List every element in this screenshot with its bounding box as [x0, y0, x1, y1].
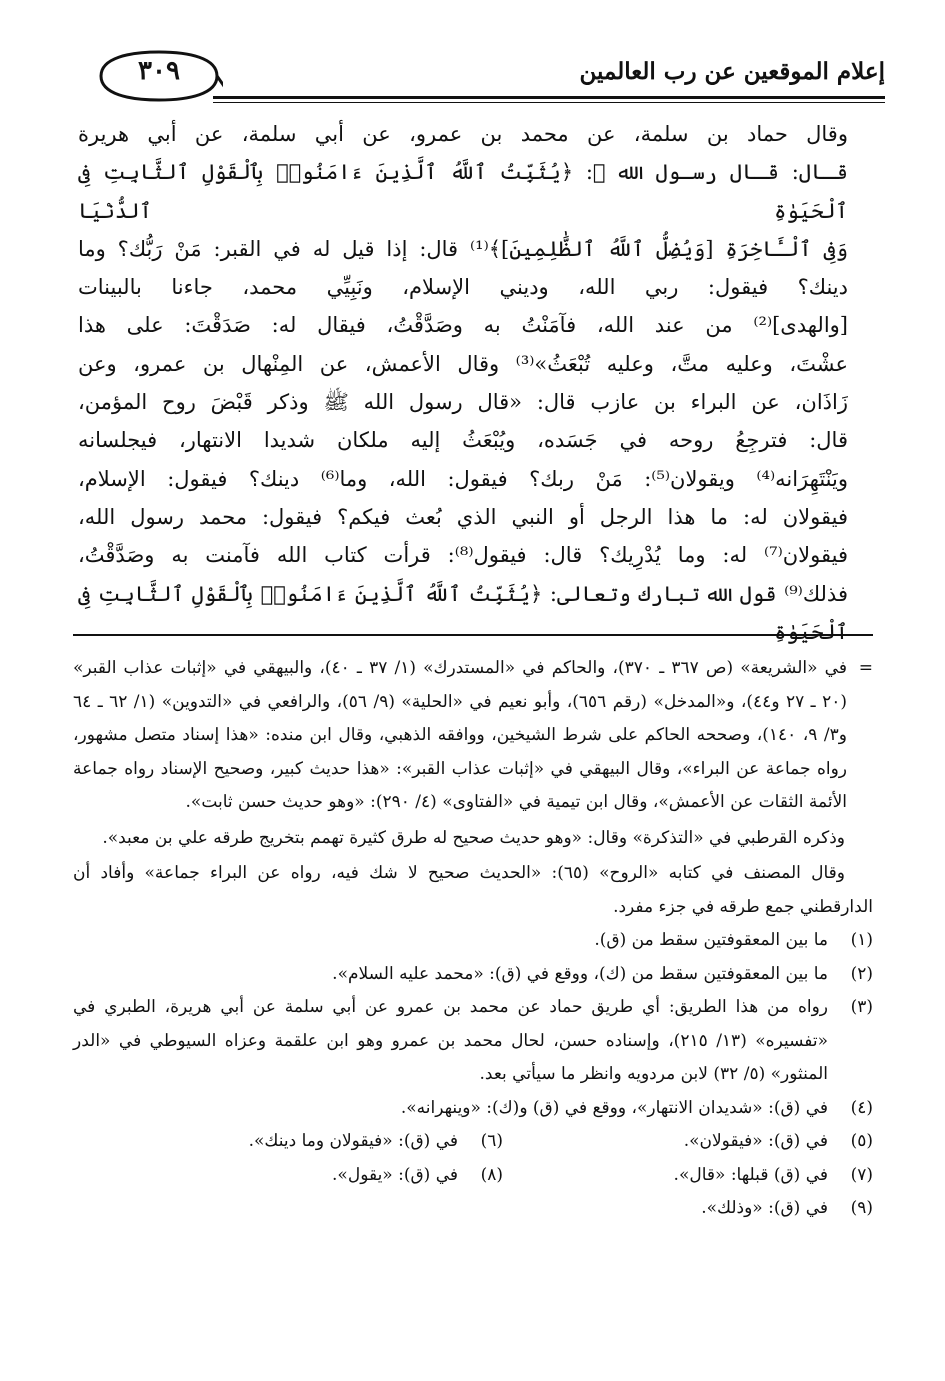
text-line: زَاذَان، عن البراء بن عازب قال: «قال رسول الله ﷺ وذكر قَبْضَ روح المؤمن، — [78, 390, 848, 415]
text-line: وقال حماد بن سلمة، عن محمد بن عمرو، عن أبي سلمة، عن أبي هريرة — [78, 122, 848, 146]
footnote-continuation-text: في «الشريعة» (ص ٣٦٧ ـ ٣٧٠)، والحاكم في «المستدرك» (١/ ٣٧ ـ ٤٠)، والبيهقي في «إثبات عذاب القبر» (٢٠ ـ ٢٧ و٤٤)، و«المدخل» (رقم ٦٥٦)، وأبو نعيم في «الحلية» (٩/ ٥٦)، والرافعي في «التدوين» (١/ ٦٢ ـ ٦٤ و٣/ ٩، ١٤٠)، وصححه الحاكم على شرط الشيخين، ووافقه الذهبي، وقال ابن منده: «هذا إسناد متصل مشهور، رواه جماعة عن البراء»، وقال البيهقي في «إثبات عذاب القبر»: «هذا حديث كبير، وصحيح الإسناد رواه جماعة الأئمة الثقات عن الأعمش»، وقال ابن تيمية في «الفتاوى» (٤/ ٢٩٠): «وهو حديث حسن ثابت». — [73, 658, 848, 812]
footnote-number: (٣) — [850, 997, 873, 1017]
footnote-number: (٩) — [850, 1198, 873, 1218]
footnote-paragraph: وقال المصنف في كتابه «الروح» (٦٥): «الحديث صحيح لا شك فيه، رواه عن البراء جماعة» وأفاد أن الدارقطني جمع طرقه في جزء مفرد. — [73, 863, 873, 917]
footnote-item — [73, 1192, 873, 1226]
header-rule — [213, 96, 885, 99]
footnote-text: في (ق): «فيقولان وما دينك». — [248, 1131, 458, 1151]
header-rule-thin — [213, 102, 885, 103]
footnote-text: ما بين المعقوفتين سقط من (ق). — [594, 930, 828, 950]
footnote-item — [73, 1092, 873, 1126]
footnote-paragraph: وذكره القرطبي في «التذكرة» وقال: «وهو حديث صحيح له طرق كثيرة تهمم بتخريج طرقه علي بن معبد». — [102, 827, 845, 848]
footnote-number: (١) — [850, 930, 873, 950]
footnote-item — [73, 924, 873, 958]
footnote-text: في (ق): «يقول». — [332, 1164, 458, 1185]
text-line: فيقولان⁽⁷⁾ له: وما يُدْرِيك؟ قال: فيقول⁽⁸⁾: قرأت كتاب الله فآمنت به وصَدَّقْتُ، — [78, 543, 848, 568]
footnote-item — [503, 1125, 873, 1159]
text-line: فذلك⁽⁹⁾ قول الله تبارك وتعالى: ﴿يُثَبِّتُ ٱللَّهُ ٱلَّذِينَ ءَامَنُوا۟ بِٱلْقَوْلِ ٱلثَّابِتِ فِى ٱلْحَيَوٰةِ — [78, 581, 848, 644]
footnote-text: ما بين المعقوفتين سقط من (ك)، ووقع في (ق): «محمد عليه السلام». — [332, 963, 828, 984]
continuation-marker: = — [858, 658, 873, 678]
text-line: وَفِى ٱلْـَٔاخِرَةِ [وَيُضِلُّ ٱللَّهُ ٱلظَّٰلِمِينَ]﴾⁽¹⁾ قال: إذا قيل له في القبر: مَنْ رَبُّك؟ وما — [78, 236, 848, 261]
main-text — [78, 115, 848, 651]
footnote-row — [73, 1125, 873, 1159]
page-number: ٣٠٩ — [138, 56, 180, 86]
footnote-item — [73, 958, 873, 992]
text-line: [والهدى]⁽²⁾ من عند الله، فآمَنْتُ به وصَدَّقْتُ، فيقال له: صَدَقْتَ: على هذا — [78, 313, 848, 338]
footnote-number: (٦) — [480, 1131, 503, 1151]
footnote-item — [503, 1159, 873, 1193]
text-line: فيقولان له: ما هذا الرجل أو النبي الذي بُعث فيكم؟ فيقول: محمد رسول الله، — [78, 504, 848, 529]
text-line: عشْتَ، وعليه متَّ، وعليه تُبْعَثُ»⁽³⁾ وقال الأعمش، عن المِنْهال بن عمرو، وعن — [78, 351, 849, 376]
footnote-number: (٤) — [850, 1097, 873, 1118]
text-line: ويَنْتَهِرَانه⁽⁴⁾ ويقولان⁽⁵⁾: مَنْ ربك؟ فيقول: الله، وما⁽⁶⁾ دينك؟ فيقول: الإسلام، — [78, 466, 848, 491]
footnote-number: (٢) — [850, 963, 873, 984]
footnote-separator — [73, 634, 873, 636]
running-title: إعلام الموقعين عن رب العالمين — [579, 58, 885, 85]
footnote-text: رواه من هذا الطريق: أي طريق حماد عن محمد بن عمرو عن أبي سلمة عن أبي هريرة، الطبري في «تفسيره» (١٣/ ٢١٥)، وإسناده حسن، لحال محمد بن عمرو وهو ابن علقمة وعزاه السيوطي في «الدر المنثور» (٥/ ٣٢) لابن مردويه وانظر ما سيأتي بعد. — [73, 997, 828, 1084]
text-line: قال: فترجِعُ روحه في جَسَده، ويُبْعَثُ إليه ملكان شديدا الانتهار، فيجلسانه — [78, 428, 848, 453]
footnote-row — [73, 1159, 873, 1193]
footnote-text: في (ق): «فيقولان». — [683, 1131, 828, 1151]
text-line: قـال: قـال رسـول الله ﷺ: ﴿يُثَبِّتُ ٱللَّهُ ٱلَّذِينَ ءَامَنُوا۟ بِٱلْقَوْلِ ٱلثَّابِتِ فِى ٱلْحَيَوٰةِ ٱلدُّنْيَا — [78, 160, 848, 223]
page-header — [95, 44, 885, 104]
footnote-number: (٨) — [480, 1164, 503, 1185]
footnote-text: في (ق) قبلها: «قال». — [673, 1164, 828, 1185]
footnote-continuation — [73, 652, 873, 820]
footnote-number: (٥) — [850, 1131, 873, 1151]
footnote-number: (٧) — [850, 1164, 873, 1185]
footnote-text: في (ق): «شديدان الانتهار»، ووقع في (ق) و(ك): «وينهرانه». — [400, 1097, 828, 1118]
footnote-item — [332, 1159, 503, 1193]
footnotes — [73, 652, 873, 1226]
text-line: دينك؟ فيقول: ربي الله، وديني الإسلام، ونَبِيِّي محمد، جاءنا بالبينات — [78, 275, 848, 300]
footnote-text: في (ق): «وذلك». — [701, 1198, 828, 1218]
footnote-item — [249, 1125, 503, 1159]
footnote-item — [73, 991, 873, 1092]
